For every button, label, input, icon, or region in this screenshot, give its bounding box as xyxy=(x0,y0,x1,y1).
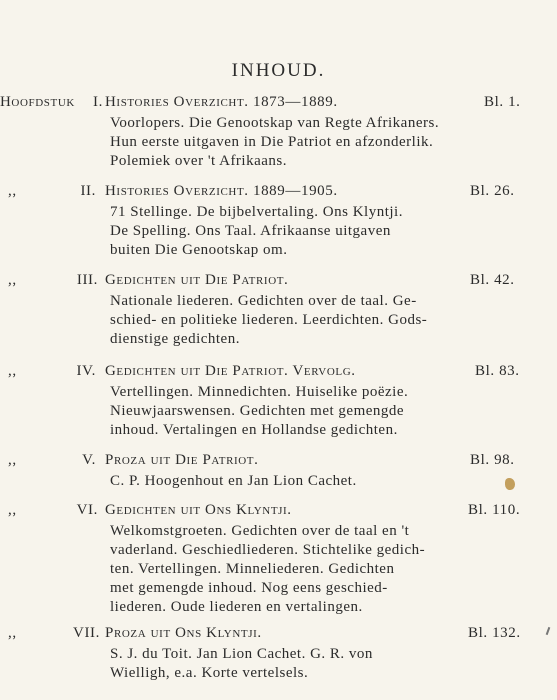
chapter-numeral: II. xyxy=(80,183,96,199)
chapter-numeral: VI. xyxy=(76,502,98,518)
chapter-label: Hoofdstuk xyxy=(0,94,75,110)
ditto-mark: ,, xyxy=(8,272,17,288)
ditto-mark: ,, xyxy=(8,183,17,199)
chapter-heading: Proza uit Die Patriot. xyxy=(105,452,259,468)
page-reference: Bl. 1. xyxy=(484,94,521,110)
summary-line: ten. Vertellingen. Minneliederen. Gedichten xyxy=(110,561,395,577)
chapter-numeral: V. xyxy=(82,452,96,468)
summary-line: De Spelling. Ons Taal. Afrikaanse uitgaven xyxy=(110,223,391,239)
page-reference: Bl. 42. xyxy=(470,272,515,288)
summary-line: schied- en politieke liederen. Leerdichten. Gods- xyxy=(110,312,428,328)
summary-line: Nationale liederen. Gedichten over de taal. Ge- xyxy=(110,293,417,309)
chapter-heading: Gedichten uit Die Patriot. xyxy=(105,272,289,288)
chapter-summary xyxy=(110,114,540,171)
page-reference: Bl. 110. xyxy=(468,502,521,518)
page-title: INHOUD. xyxy=(231,60,326,81)
summary-line: Wielligh, e.a. Korte vertelsels. xyxy=(110,665,309,681)
chapter-summary xyxy=(110,383,540,440)
summary-line: Nieuwjaarswensen. Gedichten met gemengde xyxy=(110,403,405,419)
ditto-mark: ,, xyxy=(8,363,17,379)
chapter-heading: Histories Overzicht. 1873—1889. xyxy=(105,94,338,110)
summary-line: liederen. Oude liederen en vertalingen. xyxy=(110,599,363,615)
chapter-numeral: VII. xyxy=(73,625,100,641)
chapter-heading: Gedichten uit Die Patriot. Vervolg. xyxy=(105,363,356,379)
summary-line: dienstige gedichten. xyxy=(110,331,240,347)
chapter-summary xyxy=(110,292,540,349)
ink-stain xyxy=(505,478,515,490)
summary-line: Welkomstgroeten. Gedichten over de taal en 't xyxy=(110,523,410,539)
margin-mark xyxy=(546,627,551,635)
summary-line: Polemiek over 't Afrikaans. xyxy=(110,153,287,169)
summary-line: met gemengde inhoud. Nog eens geschied- xyxy=(110,580,388,596)
chapter-heading: Gedichten uit Ons Klyntji. xyxy=(105,502,292,518)
ditto-mark: ,, xyxy=(8,625,17,641)
summary-line: 71 Stellinge. De bijbelvertaling. Ons Klyntji. xyxy=(110,204,403,220)
summary-line: Voorlopers. Die Genootskap van Regte Afrikaners. xyxy=(110,115,440,131)
page-reference: Bl. 132. xyxy=(468,625,521,641)
summary-line: inhoud. Vertalingen en Hollandse gedichten. xyxy=(110,422,398,438)
chapter-heading: Proza uit Ons Klyntji. xyxy=(105,625,262,641)
page-reference: Bl. 83. xyxy=(475,363,520,379)
chapter-heading: Histories Overzicht. 1889—1905. xyxy=(105,183,338,199)
summary-line: S. J. du Toit. Jan Lion Cachet. G. R. von xyxy=(110,646,373,662)
chapter-summary xyxy=(110,522,540,617)
chapter-numeral: IV. xyxy=(76,363,96,379)
chapter-summary xyxy=(110,472,540,491)
chapter-numeral: I. xyxy=(93,94,103,110)
summary-line: C. P. Hoogenhout en Jan Lion Cachet. xyxy=(110,473,357,489)
page-reference: Bl. 26. xyxy=(470,183,515,199)
summary-line: Hun eerste uitgaven in Die Patriot en afzonderlik. xyxy=(110,134,434,150)
summary-line: Vertellingen. Minnedichten. Huiselike poëzie. xyxy=(110,384,409,400)
ditto-mark: ,, xyxy=(8,502,17,518)
chapter-numeral: III. xyxy=(76,272,98,288)
chapter-summary xyxy=(110,203,540,260)
summary-line: buiten Die Genootskap om. xyxy=(110,242,288,258)
page-reference: Bl. 98. xyxy=(470,452,515,468)
summary-line: vaderland. Geschiedliederen. Stichtelike gedich- xyxy=(110,542,426,558)
chapter-summary xyxy=(110,645,540,683)
ditto-mark: ,, xyxy=(8,452,17,468)
